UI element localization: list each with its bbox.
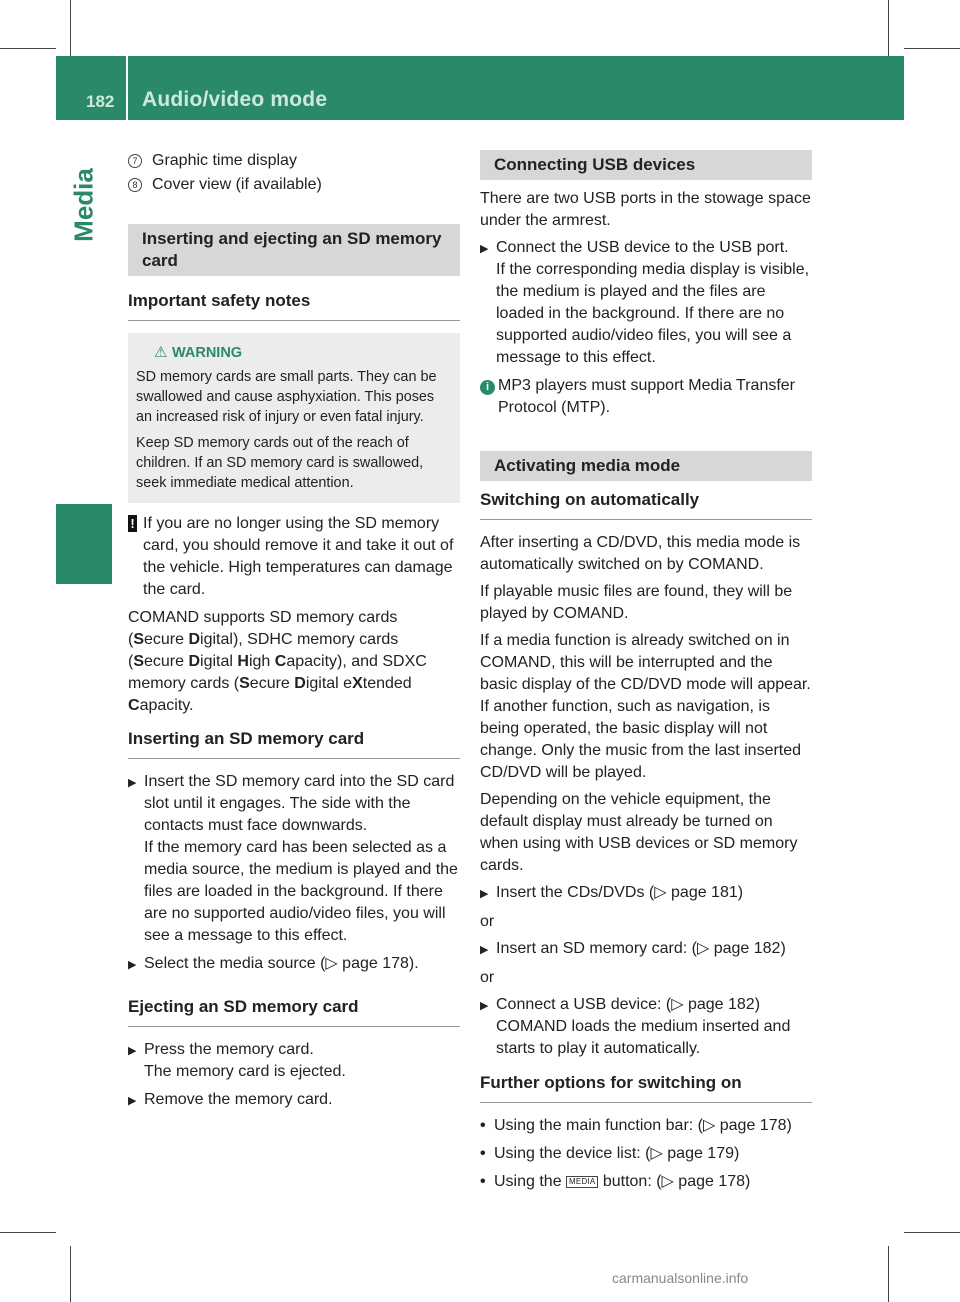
page-ref-icon: ▷ (696, 940, 714, 957)
page-reference-link[interactable]: page 182 (687, 996, 755, 1013)
page-ref-icon: ▷ (325, 955, 343, 972)
crop-mark (888, 0, 889, 56)
left-column (128, 150, 460, 1118)
page-reference-link[interactable]: page 179 (667, 1145, 734, 1162)
or-text: or (480, 969, 495, 986)
step-arrow-icon: ▶ (480, 888, 489, 900)
warning-paragraph: SD memory cards are small parts. They can be swallowed and cause asphyxiation. This poses an increased risk of injury or even fatal injury. (136, 369, 437, 425)
caution-text: If you are no longer using the SD memory card, you should remove it and take it out of the vehicle. High temperatures can damage the card. (143, 515, 454, 598)
info-text: MP3 players must support Media Transfer Protocol (MTP). (498, 377, 796, 416)
step-result: COMAND loads the medium inserted and starts to play it automatically. (496, 1018, 791, 1057)
subheading-automatic: Switching on automatically (480, 489, 812, 520)
body-paragraph: After inserting a CD/DVD, this media mode is automatically switched on by COMAND. (480, 534, 801, 573)
body-paragraph: Depending on the vehicle equipment, the default display must already be turned on when using with USB devices or SD memory cards. (480, 791, 798, 874)
instruction-step (480, 237, 812, 369)
side-tab-text: Media (68, 168, 99, 242)
section-heading-usb: Connecting USB devices (480, 150, 812, 180)
list-item: • Using the MEDIA button: (▷ page 178) (480, 1171, 812, 1193)
subheading-ejecting: Ejecting an SD memory card (128, 996, 460, 1027)
page-reference-link[interactable]: page 182 (713, 940, 781, 957)
instruction-step: ▶ Insert an SD memory card: (▷ page 182) (480, 938, 812, 961)
page-title: Audio/video mode (142, 88, 328, 111)
legend-text: Graphic time display (152, 152, 297, 169)
callout-number: 7 (128, 154, 142, 168)
info-note (480, 375, 812, 419)
instruction-step (128, 771, 460, 947)
legend-text: Cover view (if available) (152, 176, 322, 193)
subheading-safety: Important safety notes (128, 290, 460, 321)
crop-mark (888, 1246, 889, 1302)
legend-item (128, 174, 460, 196)
step-text: Insert the SD memory card into the SD card slot until it engages. The side with the contacts must face downwards. (144, 773, 455, 834)
instruction-step: ▶ Insert the CDs/DVDs (▷ page 181) (480, 882, 812, 905)
body-paragraph: If playable music files are found, they will be played by COMAND. (480, 583, 793, 622)
page-reference-link[interactable]: page 181 (671, 884, 738, 901)
page-ref-icon: ▷ (671, 996, 688, 1013)
watermark: carmanualsonline.info (612, 1270, 749, 1286)
crop-mark (0, 48, 56, 49)
side-tab-label (56, 130, 112, 280)
warning-triangle-icon: ⚠ (154, 344, 168, 361)
callout-number: 8 (128, 178, 142, 192)
crop-mark (0, 1232, 56, 1233)
page-ref-icon: ▷ (703, 1117, 720, 1134)
subheading-inserting: Inserting an SD memory card (128, 728, 460, 759)
step-arrow-icon: ▶ (128, 1095, 137, 1107)
instruction-step: ▶ Connect a USB device: (▷ page 182) COMAND loads the medium inserted and starts to play it automatically. (480, 996, 791, 1057)
info-icon: i (480, 380, 495, 395)
step-text: Press the memory card. (144, 1041, 314, 1058)
right-column (480, 150, 812, 1199)
step-text: Remove the memory card. (144, 1091, 333, 1108)
step-arrow-icon: ▶ (128, 777, 137, 789)
step-arrow-icon: ▶ (480, 1000, 489, 1012)
instruction-step: ▶ Select the media source (▷ page 178). (128, 953, 460, 976)
step-result: If the memory card has been selected as a media source, the medium is played and the files are loaded in the background. If there are no supported audio/video files, you will see a message to this effect. (144, 839, 458, 944)
header-divider (126, 56, 128, 120)
crop-mark (904, 48, 960, 49)
media-button-icon: MEDIA (566, 1176, 598, 1188)
warning-paragraph: Keep SD memory cards out of the reach of children. If an SD memory card is swallowed, seek immediate medical attention. (136, 435, 424, 491)
caution-note (128, 513, 460, 601)
page-reference-link[interactable]: page 178 (342, 955, 409, 972)
page-number: 182 (86, 92, 115, 111)
warning-title-text: WARNING (172, 345, 243, 361)
step-result: If the corresponding media display is visible, the medium is played and the files are loaded in the background. If there are no supported audio/video files, you will see a message to this effect. (496, 261, 810, 366)
body-paragraph: If a media function is already switched on in COMAND, this will be interrupted and the basic display of the CD/DVD mode will appear. If another function, such as navigation, is being operated, the basic display will not change. Only the music from the last inserted CD/DVD will be played. (480, 632, 811, 781)
usb-intro: There are two USB ports in the stowage space under the armrest. (480, 190, 811, 229)
bullet-icon: • (480, 1173, 486, 1190)
step-result: The memory card is ejected. (144, 1063, 346, 1080)
list-item: • Using the device list: (▷ page 179) (480, 1143, 812, 1165)
crop-mark (904, 1232, 960, 1233)
list-item: • Using the main function bar: (▷ page 178) (480, 1115, 812, 1137)
step-arrow-icon: ▶ (480, 944, 489, 956)
caution-icon: ! (128, 515, 137, 532)
page-ref-icon: ▷ (661, 1173, 679, 1190)
page-reference-link[interactable]: page 178 (678, 1173, 746, 1190)
section-heading-sd: Inserting and ejecting an SD memory card (128, 224, 460, 276)
warning-box (128, 333, 460, 503)
step-arrow-icon: ▶ (128, 1045, 137, 1057)
step-arrow-icon: ▶ (128, 959, 137, 971)
instruction-step (128, 1089, 460, 1112)
warning-title (136, 343, 452, 363)
step-text: Connect the USB device to the USB port. (496, 239, 789, 256)
page-reference-link[interactable]: page 178 (719, 1117, 787, 1134)
step-arrow-icon: ▶ (480, 243, 489, 255)
crop-mark (70, 0, 71, 56)
page-ref-icon: ▷ (650, 1145, 668, 1162)
bullet-icon: • (480, 1117, 486, 1134)
section-heading-activating: Activating media mode (480, 451, 812, 481)
bullet-icon: • (480, 1145, 486, 1162)
page-ref-icon: ▷ (654, 884, 672, 901)
supports-paragraph: COMAND supports SD memory cards (Secure Digital), SDHC memory cards (Secure Digital High Capacity), and SDXC memory cards (Secure Digital eXtended Capacity. (128, 609, 427, 714)
instruction-step (128, 1039, 460, 1083)
legend-item (128, 150, 460, 172)
side-tab-marker (56, 504, 112, 584)
crop-mark (70, 1246, 71, 1302)
subheading-further-options: Further options for switching on (480, 1072, 812, 1103)
or-text: or (480, 913, 495, 930)
